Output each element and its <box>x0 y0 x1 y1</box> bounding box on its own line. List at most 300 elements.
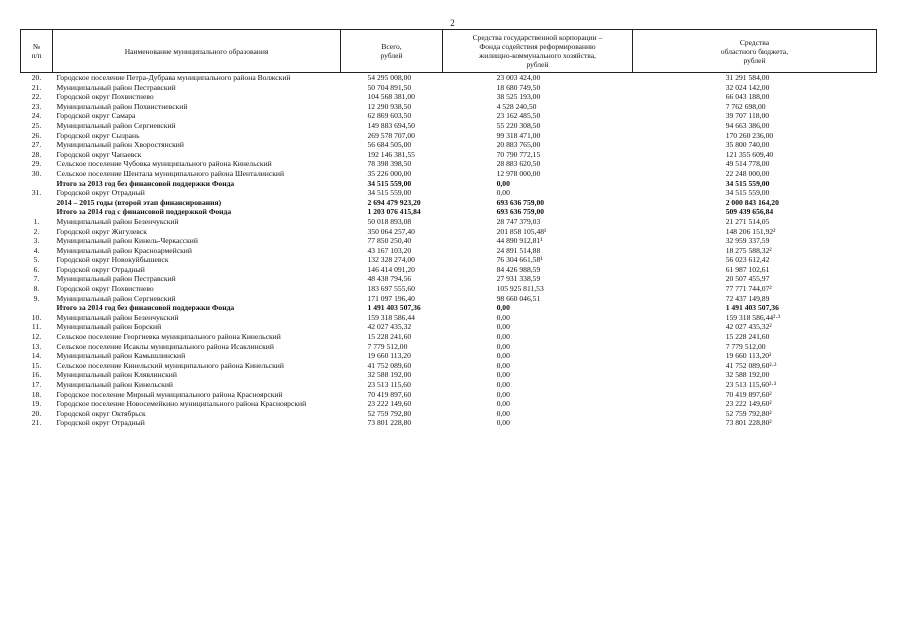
row-number <box>21 207 53 217</box>
table-row <box>21 111 877 121</box>
total-amount-value: 171 097 196,40 <box>367 293 415 303</box>
budget-amount <box>633 390 877 400</box>
fund-amount <box>443 313 633 323</box>
budget-amount-value: 32 959 337,59 <box>725 236 770 246</box>
table-row <box>21 313 877 323</box>
fund-amount <box>443 217 633 227</box>
total-amount <box>341 179 443 189</box>
total-amount <box>341 351 443 361</box>
total-amount <box>341 370 443 380</box>
fund-amount-value: 0,00 <box>496 408 510 418</box>
budget-amount-value: 32 024 142,00 <box>725 82 770 92</box>
table-row <box>21 131 877 141</box>
row-number: 9. <box>33 293 40 303</box>
table-row <box>21 198 877 208</box>
budget-amount-value: 7 762 698,00 <box>725 101 766 111</box>
municipality-name: Сельское поселение Исаклы муниципального района Исаклинский <box>56 341 274 351</box>
total-amount <box>341 265 443 275</box>
row-number: 3. <box>33 236 40 246</box>
budget-amount <box>633 351 877 361</box>
total-amount-value: 2 694 479 923,20 <box>367 197 421 207</box>
total-amount-value: 19 660 113,20 <box>367 351 411 361</box>
table-row <box>21 399 877 409</box>
table-row <box>21 255 877 265</box>
fund-amount <box>443 361 633 371</box>
table-row <box>21 217 877 227</box>
total-amount <box>341 159 443 169</box>
table-row <box>21 188 877 198</box>
total-amount <box>341 227 443 237</box>
row-number: 6. <box>33 264 40 274</box>
fund-amount <box>443 265 633 275</box>
budget-amount-value: 19 660 113,20² <box>725 351 772 361</box>
total-amount <box>341 380 443 390</box>
header-num: № п/п <box>21 30 53 73</box>
budget-amount <box>633 322 877 332</box>
budget-amount <box>633 102 877 112</box>
header-total: Всего, рублей <box>341 30 443 73</box>
budget-amount <box>633 313 877 323</box>
fund-amount <box>443 131 633 141</box>
budget-amount <box>633 399 877 409</box>
table-row <box>21 179 877 189</box>
row-number: 18. <box>31 389 42 399</box>
fund-amount-value: 76 304 661,58¹ <box>496 255 543 265</box>
budget-amount <box>633 236 877 246</box>
fund-amount <box>443 351 633 361</box>
total-amount-value: 159 318 586,44 <box>367 312 415 322</box>
fund-amount <box>443 188 633 198</box>
total-amount-value: 43 167 103,20 <box>367 245 412 255</box>
budget-amount <box>633 361 877 371</box>
total-amount-value: 70 419 897,60 <box>367 389 412 399</box>
total-amount-value: 52 759 792,80 <box>367 408 412 418</box>
table-row <box>21 351 877 361</box>
total-amount-value: 50 704 891,50 <box>367 82 412 92</box>
row-number: 31. <box>31 188 42 198</box>
total-amount <box>341 131 443 141</box>
fund-amount <box>443 246 633 256</box>
total-amount-value: 32 588 192,00 <box>367 370 412 380</box>
row-number: 16. <box>31 370 42 380</box>
row-number: 1. <box>33 216 40 226</box>
budget-amount-value: 22 248 000,00 <box>725 168 770 178</box>
municipality-name: Сельское поселение Георгиевка муниципального района Кинельский <box>56 332 281 342</box>
fund-amount-value: 28 883 620,50 <box>496 159 541 169</box>
fund-amount <box>443 332 633 342</box>
total-amount-value: 15 228 241,60 <box>367 332 412 342</box>
fund-amount <box>443 294 633 304</box>
table-row <box>21 159 877 169</box>
total-amount <box>341 322 443 332</box>
total-amount-value: 183 697 555,60 <box>367 284 415 294</box>
budget-amount-value: 42 027 435,32² <box>725 322 772 332</box>
total-amount-value: 48 438 794,56 <box>367 274 412 284</box>
table-row <box>21 121 877 131</box>
total-amount <box>341 83 443 93</box>
total-amount-value: 269 578 707,00 <box>367 130 415 140</box>
fund-amount <box>443 92 633 102</box>
total-amount-value: 42 027 435,32 <box>367 322 412 332</box>
budget-amount <box>633 131 877 141</box>
municipality-name: Городской округ Отрадный <box>56 188 145 198</box>
table-row <box>21 390 877 400</box>
fund-amount-value: 0,00 <box>496 178 510 188</box>
total-amount-value: 56 684 505,00 <box>367 140 412 150</box>
fund-amount-value: 0,00 <box>496 360 510 370</box>
total-amount-value: 1 491 403 507,36 <box>367 303 421 313</box>
total-amount-value: 7 779 512,00 <box>367 341 408 351</box>
financing-table <box>20 29 877 428</box>
total-amount <box>341 399 443 409</box>
municipality-name: Городской округ Похвистнево <box>56 284 154 294</box>
row-number: 22. <box>31 92 42 102</box>
fund-amount <box>443 102 633 112</box>
fund-amount-value: 0,00 <box>496 370 510 380</box>
total-amount-value: 73 801 228,80 <box>367 418 412 428</box>
table-body <box>21 73 877 428</box>
fund-amount <box>443 390 633 400</box>
budget-amount <box>633 265 877 275</box>
budget-amount-value: 121 355 609,40 <box>725 149 774 159</box>
fund-amount-value: 4 528 240,50 <box>496 101 537 111</box>
total-amount <box>341 418 443 428</box>
table-row <box>21 246 877 256</box>
fund-amount <box>443 399 633 409</box>
budget-amount <box>633 284 877 294</box>
table-row <box>21 274 877 284</box>
fund-amount <box>443 409 633 419</box>
header-fund: Средства государственной корпорации – Фонда содействия реформированию жилищно-коммунального хозяйства, рублей <box>443 30 633 73</box>
municipality-name: Муниципальный район Безенчукский <box>56 312 179 322</box>
municipality-name: Сельское поселение Шентала муниципального района Шенталинский <box>56 168 285 178</box>
table-row <box>21 418 877 428</box>
budget-amount-value: 39 707 118,00 <box>725 111 770 121</box>
total-amount-value: 132 328 274,00 <box>367 255 415 265</box>
municipality-name: Муниципальный район Клявлинский <box>56 370 177 380</box>
header-name: Наименование муниципального образования <box>53 30 341 73</box>
fund-amount <box>443 83 633 93</box>
table-row <box>21 265 877 275</box>
table-row <box>21 73 877 83</box>
municipality-name: 2014 – 2015 годы (второй этап финансирования) <box>56 197 222 207</box>
table-row <box>21 150 877 160</box>
total-amount <box>341 390 443 400</box>
municipality-name: Итого за 2014 год с финансовой поддержкой Фонда <box>56 207 232 217</box>
budget-amount-value: 72 437 149,89 <box>725 293 770 303</box>
fund-amount-value: 44 890 912,81¹ <box>496 236 543 246</box>
fund-amount <box>443 227 633 237</box>
table-row <box>21 227 877 237</box>
fund-amount <box>443 198 633 208</box>
row-number: 5. <box>33 255 40 265</box>
municipality-name: Муниципальный район Сергиевский <box>56 293 176 303</box>
total-amount <box>341 409 443 419</box>
total-amount <box>341 188 443 198</box>
total-amount <box>341 111 443 121</box>
budget-amount <box>633 332 877 342</box>
table-row <box>21 380 877 390</box>
total-amount-value: 146 414 091,20 <box>367 264 415 274</box>
fund-amount <box>443 303 633 313</box>
budget-amount-value: 66 043 188,00 <box>725 92 770 102</box>
fund-amount-value: 0,00 <box>496 380 510 389</box>
fund-amount-value: 0,00 <box>496 322 510 332</box>
fund-amount-value: 0,00 <box>496 399 510 409</box>
municipality-name: Городской округ Отрадный <box>56 264 145 274</box>
budget-amount-value: 77 771 744,07² <box>725 284 772 294</box>
municipality-name: Городской округ Чапаевск <box>56 149 142 159</box>
fund-amount-value: 20 883 765,00 <box>496 140 541 150</box>
fund-amount-value: 84 426 988,59 <box>496 264 541 274</box>
budget-amount-value: 20 507 455,97 <box>725 274 770 284</box>
budget-amount-value: 94 663 386,00 <box>725 120 770 130</box>
fund-amount <box>443 179 633 189</box>
municipality-name: Городской округ Похвистнево <box>56 92 154 102</box>
row-number: 26. <box>31 130 42 140</box>
total-amount-value: 62 869 603,50 <box>367 111 412 121</box>
municipality-name: Муниципальный район Похвистневский <box>56 101 188 111</box>
budget-amount-value: 2 000 843 164,20 <box>725 197 779 207</box>
fund-amount-value: 0,00 <box>496 389 510 399</box>
row-number: 21. <box>31 82 42 92</box>
fund-amount <box>443 121 633 131</box>
municipality-name: Городской округ Отрадный <box>56 418 145 428</box>
fund-amount <box>443 284 633 294</box>
budget-amount-value: 18 275 588,32² <box>725 245 772 255</box>
municipality-name: Муниципальный район Пестравский <box>56 82 176 92</box>
fund-amount-value: 38 525 193,00 <box>496 92 541 102</box>
fund-amount-value: 23 003 424,00 <box>496 73 541 82</box>
total-amount <box>341 92 443 102</box>
fund-amount-value: 55 220 308,50 <box>496 120 541 130</box>
table-row <box>21 102 877 112</box>
table-row <box>21 236 877 246</box>
total-amount-value: 34 515 559,00 <box>367 178 412 188</box>
budget-amount-value: 32 588 192,00 <box>725 370 770 380</box>
budget-amount <box>633 121 877 131</box>
fund-amount-value: 0,00 <box>496 312 510 322</box>
fund-amount <box>443 380 633 390</box>
row-number: 13. <box>31 341 42 351</box>
budget-amount <box>633 409 877 419</box>
table-row <box>21 303 877 313</box>
total-amount-value: 41 752 089,60 <box>367 360 412 370</box>
budget-amount-value: 73 801 228,80² <box>725 418 772 428</box>
total-amount <box>341 303 443 313</box>
row-number: 10. <box>31 312 42 322</box>
municipality-name: Городской округ Жигулевск <box>56 226 147 236</box>
fund-amount-value: 18 680 749,50 <box>496 82 541 92</box>
total-amount <box>341 169 443 179</box>
header-budget: Средства областного бюджета, рублей <box>633 30 877 73</box>
row-number: 27. <box>31 140 42 150</box>
row-number: 20. <box>31 408 42 418</box>
budget-amount-value: 70 419 897,60² <box>725 389 772 399</box>
budget-amount-value: 23 222 149,60² <box>725 399 772 409</box>
budget-amount <box>633 294 877 304</box>
fund-amount-value: 98 660 046,51 <box>496 293 541 303</box>
total-amount-value: 1 203 076 415,84 <box>367 207 421 217</box>
total-amount <box>341 274 443 284</box>
budget-amount-value: 23 513 115,60²·³ <box>725 380 777 389</box>
total-amount <box>341 217 443 227</box>
budget-amount-value: 56 023 612,42 <box>725 255 770 265</box>
budget-amount <box>633 217 877 227</box>
table-header <box>21 30 877 73</box>
budget-amount-value: 34 515 559,00 <box>725 188 770 198</box>
total-amount <box>341 207 443 217</box>
total-amount-value: 149 883 694,50 <box>367 120 415 130</box>
table-row <box>21 332 877 342</box>
budget-amount <box>633 111 877 121</box>
budget-amount-value: 31 291 584,00 <box>725 73 770 82</box>
total-amount-value: 23 513 115,60 <box>367 380 411 389</box>
table-row <box>21 207 877 217</box>
row-number <box>21 198 53 208</box>
row-number: 25. <box>31 120 42 130</box>
row-number: 14. <box>31 351 42 361</box>
total-amount-value: 34 515 559,00 <box>367 188 412 198</box>
municipality-name: Городское поселение Новосемейкино муниципального района Красноярский <box>56 399 307 409</box>
municipality-name: Муниципальный район Безенчукский <box>56 216 179 226</box>
municipality-name: Городское поселение Петра-Дубрава муниципального района Волжский <box>56 73 291 82</box>
fund-amount-value: 0,00 <box>496 418 510 428</box>
total-amount-value: 12 290 938,50 <box>367 101 412 111</box>
municipality-name: Муниципальный район Кинельский <box>56 380 173 389</box>
total-amount-value: 54 295 008,00 <box>367 73 412 82</box>
total-amount-value: 192 146 381,55 <box>367 149 415 159</box>
row-number: 30. <box>31 168 42 178</box>
fund-amount-value: 23 162 485,50 <box>496 111 541 121</box>
budget-amount-value: 52 759 792,80² <box>725 408 772 418</box>
budget-amount <box>633 370 877 380</box>
fund-amount <box>443 236 633 246</box>
total-amount-value: 104 568 381,00 <box>367 92 415 102</box>
total-amount <box>341 284 443 294</box>
budget-amount <box>633 274 877 284</box>
table-row <box>21 409 877 419</box>
fund-amount <box>443 111 633 121</box>
fund-amount-value: 0,00 <box>496 351 510 361</box>
row-number: 4. <box>33 245 40 255</box>
row-number: 24. <box>31 111 42 121</box>
row-number: 20. <box>31 73 42 82</box>
total-amount-value: 350 064 257,40 <box>367 226 415 236</box>
budget-amount <box>633 83 877 93</box>
fund-amount-value: 0,00 <box>496 303 510 313</box>
row-number: 23. <box>31 101 42 111</box>
total-amount <box>341 342 443 352</box>
municipality-name: Муниципальный район Красноармейский <box>56 245 192 255</box>
total-amount-value: 23 222 149,60 <box>367 399 412 409</box>
row-number: 29. <box>31 159 42 169</box>
fund-amount <box>443 73 633 83</box>
total-amount <box>341 198 443 208</box>
total-amount-value: 77 850 250,40 <box>367 236 412 246</box>
budget-amount-value: 35 800 740,00 <box>725 140 770 150</box>
budget-amount-value: 1 491 403 507,36 <box>725 303 779 313</box>
total-amount <box>341 140 443 150</box>
table-row <box>21 322 877 332</box>
municipality-name: Муниципальный район Сергиевский <box>56 120 176 130</box>
total-amount <box>341 246 443 256</box>
budget-amount <box>633 227 877 237</box>
budget-amount <box>633 342 877 352</box>
fund-amount <box>443 342 633 352</box>
table-row <box>21 342 877 352</box>
total-amount-value: 35 226 000,00 <box>367 168 412 178</box>
budget-amount-value: 15 228 241,60 <box>725 332 770 342</box>
municipality-name: Городской округ Самара <box>56 111 136 121</box>
table-row <box>21 83 877 93</box>
budget-amount <box>633 92 877 102</box>
budget-amount-value: 49 514 778,00 <box>725 159 770 169</box>
fund-amount-value: 27 931 338,59 <box>496 274 541 284</box>
fund-amount <box>443 169 633 179</box>
total-amount-value: 50 018 893,08 <box>367 216 412 226</box>
budget-amount <box>633 179 877 189</box>
budget-amount <box>633 73 877 83</box>
total-amount <box>341 150 443 160</box>
municipality-name: Муниципальный район Кинель-Черкасский <box>56 236 198 246</box>
fund-amount-value: 24 891 514,88 <box>496 245 541 255</box>
fund-amount <box>443 159 633 169</box>
budget-amount <box>633 159 877 169</box>
fund-amount <box>443 274 633 284</box>
fund-amount-value: 693 636 759,00 <box>496 207 545 217</box>
total-amount <box>341 121 443 131</box>
fund-amount <box>443 207 633 217</box>
budget-amount-value: 148 206 151,92² <box>725 226 776 236</box>
total-amount <box>341 361 443 371</box>
budget-amount <box>633 188 877 198</box>
fund-amount-value: 0,00 <box>496 341 510 351</box>
row-number: 8. <box>33 284 40 294</box>
municipality-name: Муниципальный район Пестравский <box>56 274 176 284</box>
row-number: 12. <box>31 332 42 342</box>
municipality-name: Итого за 2014 год без финансовой поддержки Фонда <box>56 303 235 313</box>
budget-amount-value: 41 752 089,60²·³ <box>725 360 777 370</box>
budget-amount <box>633 303 877 313</box>
table-row <box>21 92 877 102</box>
row-number <box>21 303 53 313</box>
budget-amount-value: 34 515 559,00 <box>725 178 770 188</box>
budget-amount <box>633 169 877 179</box>
budget-amount <box>633 380 877 390</box>
row-number: 15. <box>31 360 42 370</box>
fund-amount <box>443 370 633 380</box>
municipality-name: Сельское поселение Чубовка муниципального района Кинельский <box>56 159 272 169</box>
municipality-name: Итого за 2013 год без финансовой поддержки Фонда <box>56 178 235 188</box>
fund-amount-value: 201 858 105,48¹ <box>496 226 547 236</box>
fund-amount <box>443 140 633 150</box>
total-amount <box>341 294 443 304</box>
fund-amount-value: 693 636 759,00 <box>496 197 545 207</box>
table-row <box>21 140 877 150</box>
budget-amount-value: 7 779 512,00 <box>725 341 766 351</box>
fund-amount-value: 99 318 471,00 <box>496 130 541 140</box>
budget-amount-value: 159 318 586,44²·³ <box>725 312 781 322</box>
table-row <box>21 294 877 304</box>
fund-amount-value: 28 747 379,03 <box>496 216 541 226</box>
total-amount <box>341 102 443 112</box>
municipality-name: Муниципальный район Хворостянский <box>56 140 184 150</box>
table-row <box>21 361 877 371</box>
total-amount-value: 78 398 398,50 <box>367 159 412 169</box>
municipality-name: Городское поселение Мирный муниципального района Красноярский <box>56 389 283 399</box>
fund-amount-value: 12 978 000,00 <box>496 168 541 178</box>
